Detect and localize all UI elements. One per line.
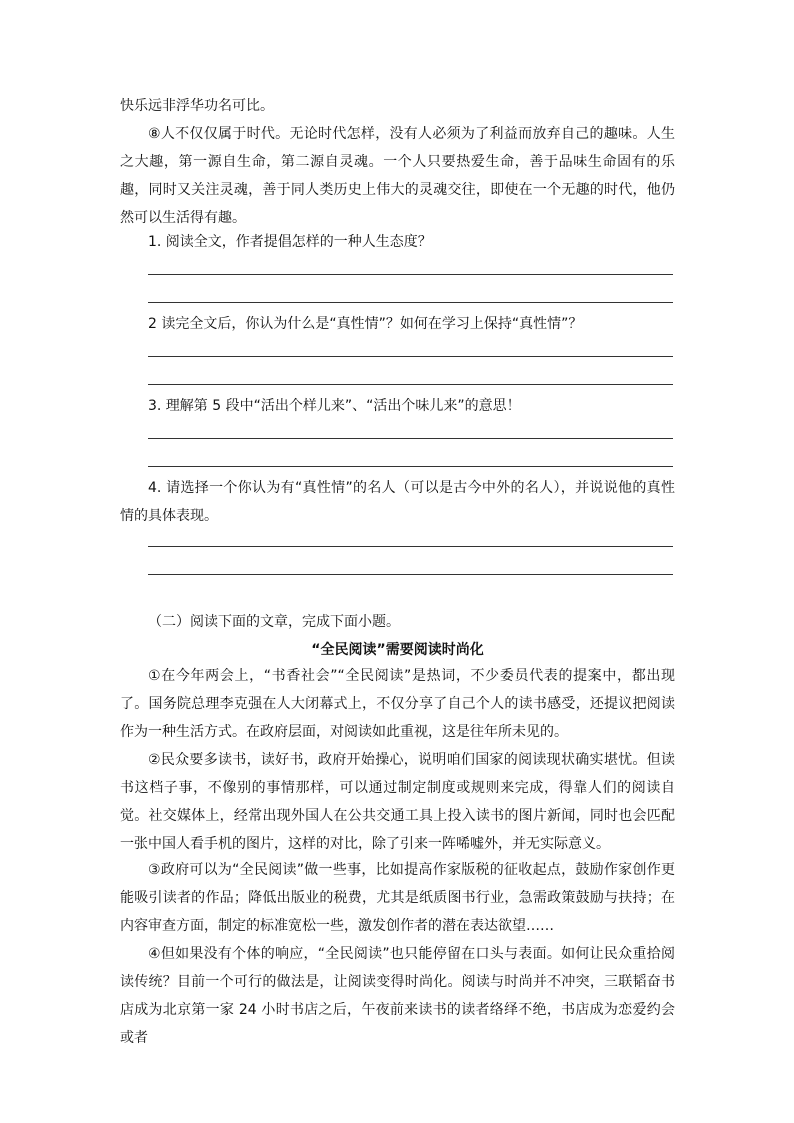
article-paragraph-1: ①在今年两会上，“书香社会”“全民阅读”是热词，不少委员代表的提案中，都出现了。国务院总理李克强在人大闭幕式上，不仅分享了自己个人的读书感受，还提议把阅读作为一种生活方式。在政府层面，对阅读如此重视，这是往年所未见的。 [120,668,675,740]
answer-line[interactable] [148,274,673,275]
paragraph-8: ⑧人不仅仅属于时代。无论时代怎样，没有人必须为了利益而放弃自己的趣味。人生之大趣，第一源自生命，第二源自灵魂。一个人只要热爱生命，善于品味生命固有的乐趣，同时又关注灵魂，善于同人类历史上伟大的灵魂交往，即使在一个无趣的时代，他仍然可以生活得有趣。 [120,126,675,226]
article-paragraph-4: ④但如果没有个体的响应，“全民阅读”也只能停留在口头与表面。如何让民众重拾阅读传统？目前一个可行的做法是，让阅读变得时尚化。阅读与时尚并不冲突，三联韬奋书店成为北京第一家 24 小时书店之后，午夜前来读书的读者络绎不绝，书店成为恋爱约会或者 [120,946,675,1046]
answer-line[interactable] [148,546,673,547]
answer-line[interactable] [148,302,673,303]
answer-line[interactable] [148,574,673,575]
question-4: 4. 请选择一个你认为有“真性情”的名人（可以是古今中外的名人），并说说他的真性情的具体表现。 [120,480,675,524]
answer-line[interactable] [148,466,673,467]
article-paragraph-2: ②民众要多读书，读好书，政府开始操心，说明咱们国家的阅读现状确实堪忧。但读书这档子事，不像别的事情那样，可以通过制定制度或规则来完成，得靠人们的阅读自觉。社交媒体上，经常出现外国人在公共交通工具上投入读书的图片新闻，同时也会匹配一张中国人看手机的图片，这样的对比，除了引来一阵唏嘘外，并无实际意义。 [120,752,675,852]
question-2: 2 读完全文后，你认为什么是“真性情”？如何在学习上保持“真性情”？ [148,316,583,332]
article-title: “全民阅读”需要阅读时尚化 [311,642,484,658]
passage-continuation: 快乐远非浮华功名可比。 [120,98,274,114]
answer-line[interactable] [148,356,673,357]
question-1: 1. 阅读全文，作者提倡怎样的一种人生态度？ [148,234,432,250]
question-3: 3. 理解第 5 段中“活出个样儿来”、“活出个味儿来”的意思！ [148,398,521,414]
answer-line[interactable] [148,438,673,439]
section-heading: （二）阅读下面的文章，完成下面小题。 [148,614,400,630]
answer-line[interactable] [148,384,673,385]
article-paragraph-3: ③政府可以为“全民阅读”做一些事，比如提高作家版税的征收起点，鼓励作家创作更能吸引读者的作品；降低出版业的税费，尤其是纸质图书行业，急需政策鼓励与扶持；在内容审查方面，制定的标准宽松一些，激发创作者的潜在表达欲望…… [120,862,675,934]
